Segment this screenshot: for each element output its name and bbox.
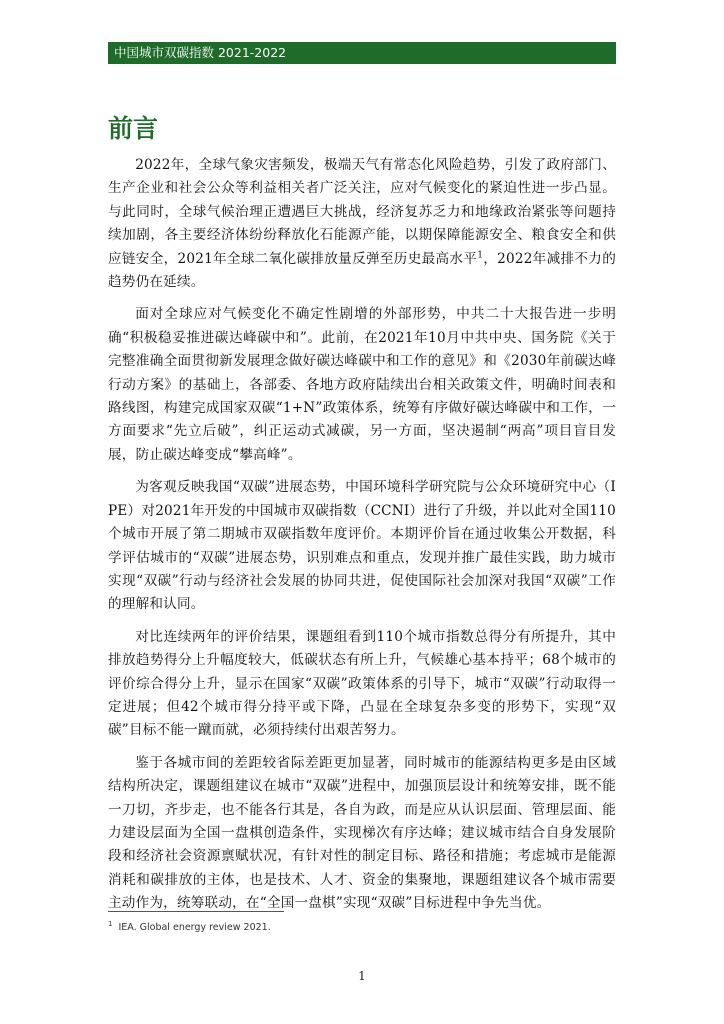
footnote-reference[interactable]: 1 — [477, 250, 484, 261]
body-text — [108, 154, 616, 925]
page-number: 1 — [358, 969, 366, 983]
paragraph-3: 为客观反映我国“双碳”进展态势，中国环境科学研究院与公众环境研究中心（IPE）对2021年开发的中国城市双碳指数（CCNI）进行了升级，并以此对全国110个城市开展了第二期城市双碳指数年度评价。本期评价旨在通过收集公开数据，科学评估城市的“双碳”进展态势，识别难点和重点，发现并推广最佳实践，助力城市实现“双碳”行动与经济社会发展的协同共进，促使国际社会加深对我国“双碳”工作的理解和认同。 — [108, 479, 616, 613]
document-header-title: 中国城市双碳指数 2021-2022 — [114, 45, 287, 60]
document-header-band — [108, 42, 616, 64]
footnote-divider — [108, 911, 284, 912]
paragraph-1 — [108, 154, 616, 294]
footnote — [108, 921, 271, 935]
footnote-number: 1 — [108, 919, 113, 928]
paragraph-4: 对比连续两年的评价结果，课题组看到110个城市指数总得分有所提升，其中排放趋势得分上升幅度较大，低碳状态有所上升，气候雄心基本持平；68个城市的评价综合得分上升，显示在国家“双碳”政策体系的引导下，城市“双碳”行动取得一定进展；但42个城市得分持平或下降，凸显在全球复杂多变的形势下，实现“双碳”目标不能一蹴而就，必须持续付出艰苦努力。 — [108, 628, 616, 739]
footnote-text: IEA. Global energy review 2021. — [118, 922, 271, 933]
page-title: 前言 — [108, 114, 159, 143]
paragraph-1-text: 2022年，全球气象灾害频发，极端天气有常态化风险趋势，引发了政府部门、生产企业和社会公众等利益相关者广泛关注，应对气候变化的紧迫性进一步凸显。与此同时，全球气候治理正遭遇巨大挑战，经济复苏乏力和地缘政治紧张等问题持续加剧，各主要经济体纷纷释放化石能源产能，以期保障能源安全、粮食安全和供应链安全，2021年全球二氧化碳排放量反弹至历史最高水平 — [108, 157, 616, 267]
paragraph-5: 鉴于各城市间的差距较省际差距更加显著，同时城市的能源结构更多是由区域结构所决定，课题组建议在城市“双碳”进程中，加强顶层设计和统筹安排，既不能一刀切，齐步走，也不能各行其是，各自为政，而是应从认识层面、管理层面、能力建设层面为全国一盘棋创造条件，实现梯次有序达峰；建议城市结合自身发展阶段和经济社会资源禀赋状况，有针对性的制定目标、路径和措施；考虑城市是能源消耗和碳排放的主体，也是技术、人才、资金的集聚地，课题组建议各个城市需要主动作为，统筹联动，在“全国一盘棋”实现“双碳”目标进程中争先当优。 — [108, 754, 616, 912]
paragraph-1-text-end: ，2022年减排不力的趋势仍在延续。 — [108, 250, 616, 291]
paragraph-2: 面对全球应对气候变化不确定性剧增的外部形势，中共二十大报告进一步明确“积极稳妥推进碳达峰碳中和”。此前，在2021年10月中共中央、国务院《关于完整准确全面贯彻新发展理念做好碳达峰碳中和工作的意见》和《2030年前碳达峰行动方案》的基础上，各部委、各地方政府陆续出台相关政策文件，明确时间表和路线图，构建完成国家双碳“1+N”政策体系，统筹有序做好碳达峰碳中和工作，一方面要求“先立后破”，纠正运动式减碳，另一方面，坚决遏制“两高”项目盲目发展，防止碳达峰变成“攀高峰”。 — [108, 306, 616, 463]
